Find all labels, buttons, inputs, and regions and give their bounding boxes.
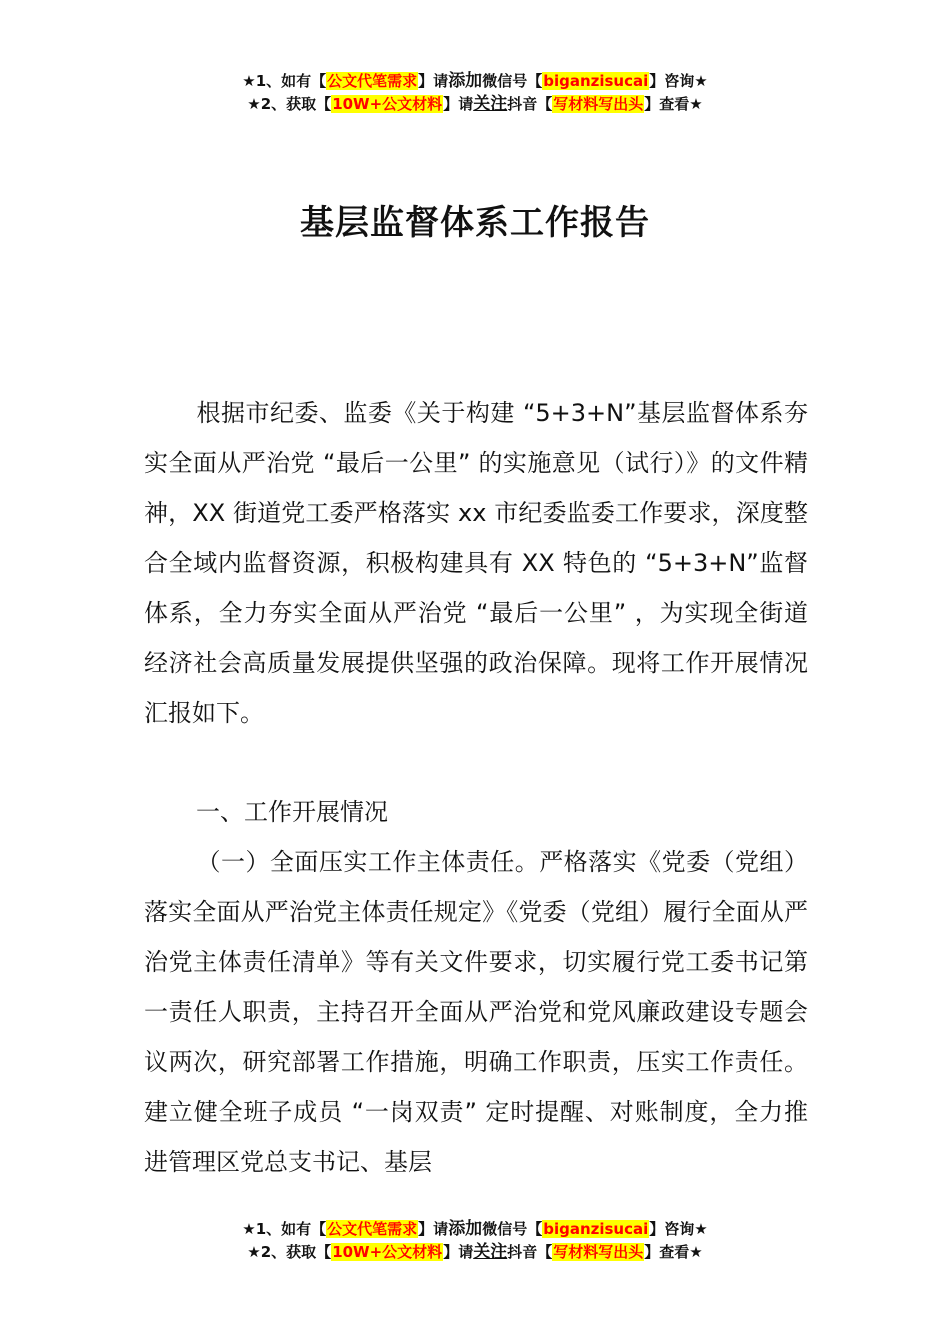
promo-line-1-mid2: 微信号【: [482, 72, 543, 90]
promo-line-2: [0, 93, 950, 116]
footer-promo-line-2-suffix: 】查看★: [644, 1243, 703, 1261]
document-title: 基层监督体系工作报告: [300, 203, 650, 243]
footer-promo-line-2-mid2: 抖音【: [507, 1243, 553, 1261]
promo-line-1-suffix: 】咨询★: [649, 72, 708, 90]
footer-promo-line-1-suffix: 】咨询★: [649, 1220, 708, 1238]
promo-line-1-keyword: 添加: [448, 71, 483, 91]
section-heading: [144, 787, 808, 837]
section-paragraph-text: （一）全面压实工作主体责任。严格落实《党委（党组）落实全面从严治党主体责任规定》《党委（党组）履行全面从严治党主体责任清单》等有关文件要求，切实履行党工委书记第一责任人职责，主持召开全面从严治党和党风廉政建设专题会议两次，研究部署工作措施，明确工作职责，压实工作责任。建立健全班子成员 “一岗双责” 定时提醒、对账制度，全力推进管理区党总支书记、基层: [144, 848, 808, 1176]
footer-promo-line-1-prefix: ★1、如有【: [242, 1220, 327, 1238]
promo-line-1-highlight-wechat: biganzisucai: [543, 72, 649, 90]
footer-promo-line-2: [0, 1241, 950, 1264]
footer-promo-line-2-highlight-materials: 10W+公文材料: [332, 1243, 443, 1261]
footer-promo-line-1-highlight-service: 公文代笔需求: [327, 1220, 418, 1238]
promo-line-1-mid: 】请: [418, 72, 449, 90]
promo-line-2-suffix: 】查看★: [644, 95, 703, 113]
section-heading-text: 一、工作开展情况: [196, 798, 388, 826]
footer-promo-line-1-keyword: 添加: [448, 1219, 483, 1239]
section-paragraph: [144, 837, 808, 1187]
footer-promo-line-2-mid: 】请: [443, 1243, 474, 1261]
footer-promo-line-1-mid2: 微信号【: [482, 1220, 543, 1238]
promo-line-1: [0, 70, 950, 93]
promo-line-2-highlight-materials: 10W+公文材料: [332, 95, 443, 113]
promo-line-2-keyword: 关注: [473, 94, 508, 114]
footer-promo-line-2-keyword: 关注: [473, 1242, 508, 1262]
header-promo-banner: [0, 70, 950, 116]
footer-promo-line-1: [0, 1218, 950, 1241]
promo-line-2-mid: 】请: [443, 95, 474, 113]
intro-paragraph-text: 根据市纪委、监委《关于构建 “5+3+N”基层监督体系夯实全面从严治党 “最后一公里” 的实施意见（试行）》的文件精神，XX 街道党工委严格落实 xx 市纪委监委工作要求，深度整合全域内监督资源，积极构建具有 XX 特色的 “5+3+N”监督体系，全力夯实全面从严治党 “最后一公里” ，为实现全街道经济社会高质量发展提供坚强的政治保障。现将工作开展情况汇报如下。: [144, 399, 808, 727]
footer-promo-banner: [0, 1218, 950, 1264]
footer-promo-line-2-prefix: ★2、获取【: [247, 1243, 332, 1261]
promo-line-2-highlight-douyin: 写材料写出头: [553, 95, 644, 113]
promo-line-1-prefix: ★1、如有【: [242, 72, 327, 90]
footer-promo-line-1-mid: 】请: [418, 1220, 449, 1238]
promo-line-2-mid2: 抖音【: [507, 95, 553, 113]
intro-paragraph: [144, 388, 808, 738]
promo-line-2-prefix: ★2、获取【: [247, 95, 332, 113]
footer-promo-line-1-highlight-wechat: biganzisucai: [543, 1220, 649, 1238]
promo-line-1-highlight-service: 公文代笔需求: [327, 72, 418, 90]
footer-promo-line-2-highlight-douyin: 写材料写出头: [553, 1243, 644, 1261]
